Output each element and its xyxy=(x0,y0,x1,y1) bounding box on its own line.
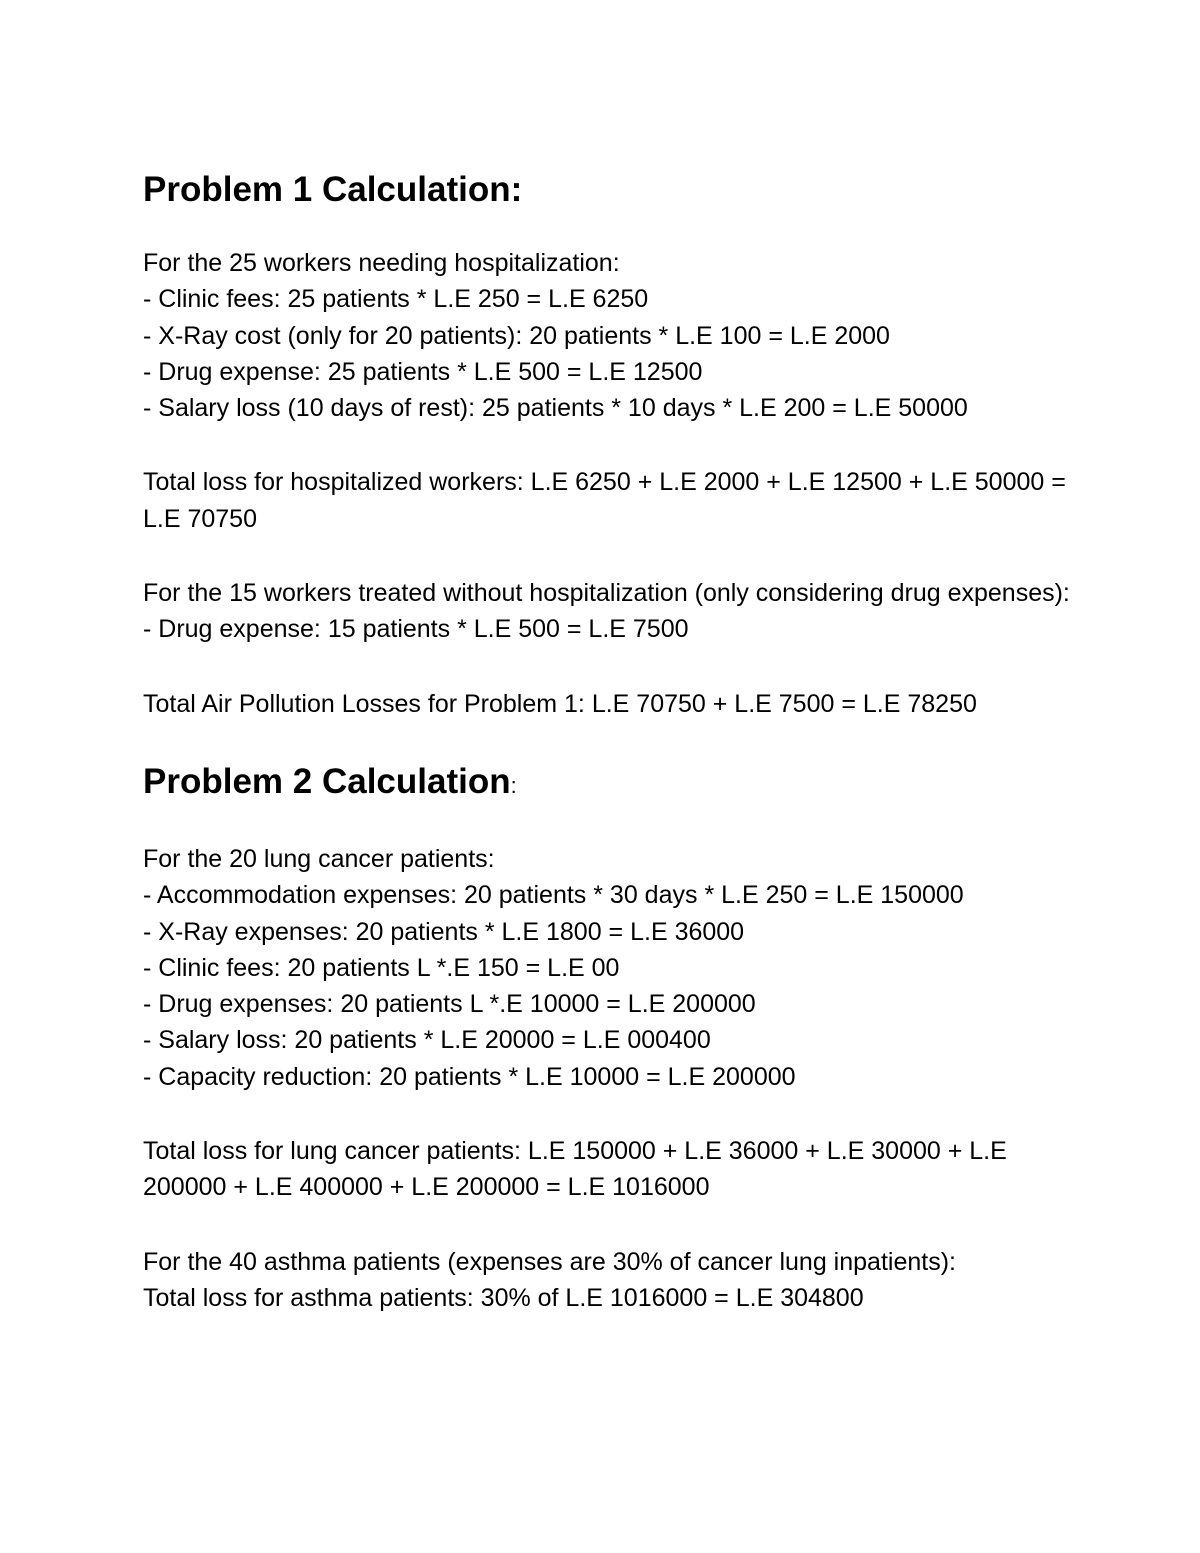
problem1-heading-text: Problem 1 Calculation: xyxy=(143,170,523,209)
problem2-heading-text: Problem 2 Calculation xyxy=(143,761,511,801)
problem1-grand-total: Total Air Pollution Losses for Problem 1: L.E 70750 + L.E 7500 = L.E 78250 xyxy=(143,689,977,718)
spacer xyxy=(143,648,1083,686)
spacer xyxy=(143,1206,1083,1244)
problem1-intro: For the 25 workers needing hospitalization: xyxy=(143,249,620,277)
spacer xyxy=(143,426,1083,464)
problem2-item-capacity-reduction: - Capacity reduction: 20 patients * L.E 10000 = L.E 200000 xyxy=(143,1062,796,1091)
problem1-non-hospitalized-intro: For the 15 workers treated without hospitalization (only considering drug expenses): xyxy=(143,579,1070,608)
spacer xyxy=(143,537,1083,575)
spacer xyxy=(143,808,1083,841)
problem2-item-accommodation: - Accommodation expenses: 20 patients * 30 days * L.E 250 = L.E 150000 xyxy=(143,881,964,910)
problem1-heading xyxy=(143,168,1083,212)
problem2-intro: For the 20 lung cancer patients: xyxy=(143,844,495,873)
problem1-item-clinic-fees: - Clinic fees: 25 patients * L.E 250 = L.E 6250 xyxy=(143,285,649,314)
problem2-heading xyxy=(143,760,1083,808)
problem2-asthma-total: Total loss for asthma patients: 30% of L.E 1016000 = L.E 304800 xyxy=(143,1283,864,1312)
problem1-total-hospitalized: Total loss for hospitalized workers: L.E 6250 + L.E 2000 + L.E 12500 + L.E 50000 = L.E 70750 xyxy=(143,468,1066,533)
problem1-item-xray-cost: - X-Ray cost (only for 20 patients): 20 patients * L.E 100 = L.E 2000 xyxy=(143,321,890,350)
problem2-item-drug-expenses: - Drug expenses: 20 patients L *.E 10000 = L.E 200000 xyxy=(143,990,756,1019)
problem2-item-clinic-fees: - Clinic fees: 20 patients L *.E 150 = L.E 00 xyxy=(143,953,620,982)
spacer xyxy=(143,1095,1083,1133)
problem2-item-xray: - X-Ray expenses: 20 patients * L.E 1800 = L.E 36000 xyxy=(143,917,745,946)
problem2-item-salary-loss: - Salary loss: 20 patients * L.E 20000 = L.E 000400 xyxy=(143,1026,711,1055)
problem2-asthma-intro: For the 40 asthma patients (expenses are 30% of cancer lung inpatients): xyxy=(143,1247,956,1276)
problem1-item-salary-loss: - Salary loss (10 days of rest): 25 patients * 10 days * L.E 200 = L.E 50000 xyxy=(143,394,968,423)
problem1-item-drug-expense: - Drug expense: 25 patients * L.E 500 = L.E 12500 xyxy=(143,357,703,386)
spacer xyxy=(143,212,1083,245)
document-page xyxy=(143,168,1083,1316)
problem2-total-cancer: Total loss for lung cancer patients: L.E 150000 + L.E 36000 + L.E 30000 + L.E 200000 + L.E 400000 + L.E 200000 = L.E 1016000 xyxy=(143,1137,1007,1202)
spacer xyxy=(143,722,1083,760)
problem1-non-hospitalized-item: - Drug expense: 15 patients * L.E 500 = L.E 7500 xyxy=(143,615,689,644)
problem2-heading-suffix: : xyxy=(510,772,517,798)
